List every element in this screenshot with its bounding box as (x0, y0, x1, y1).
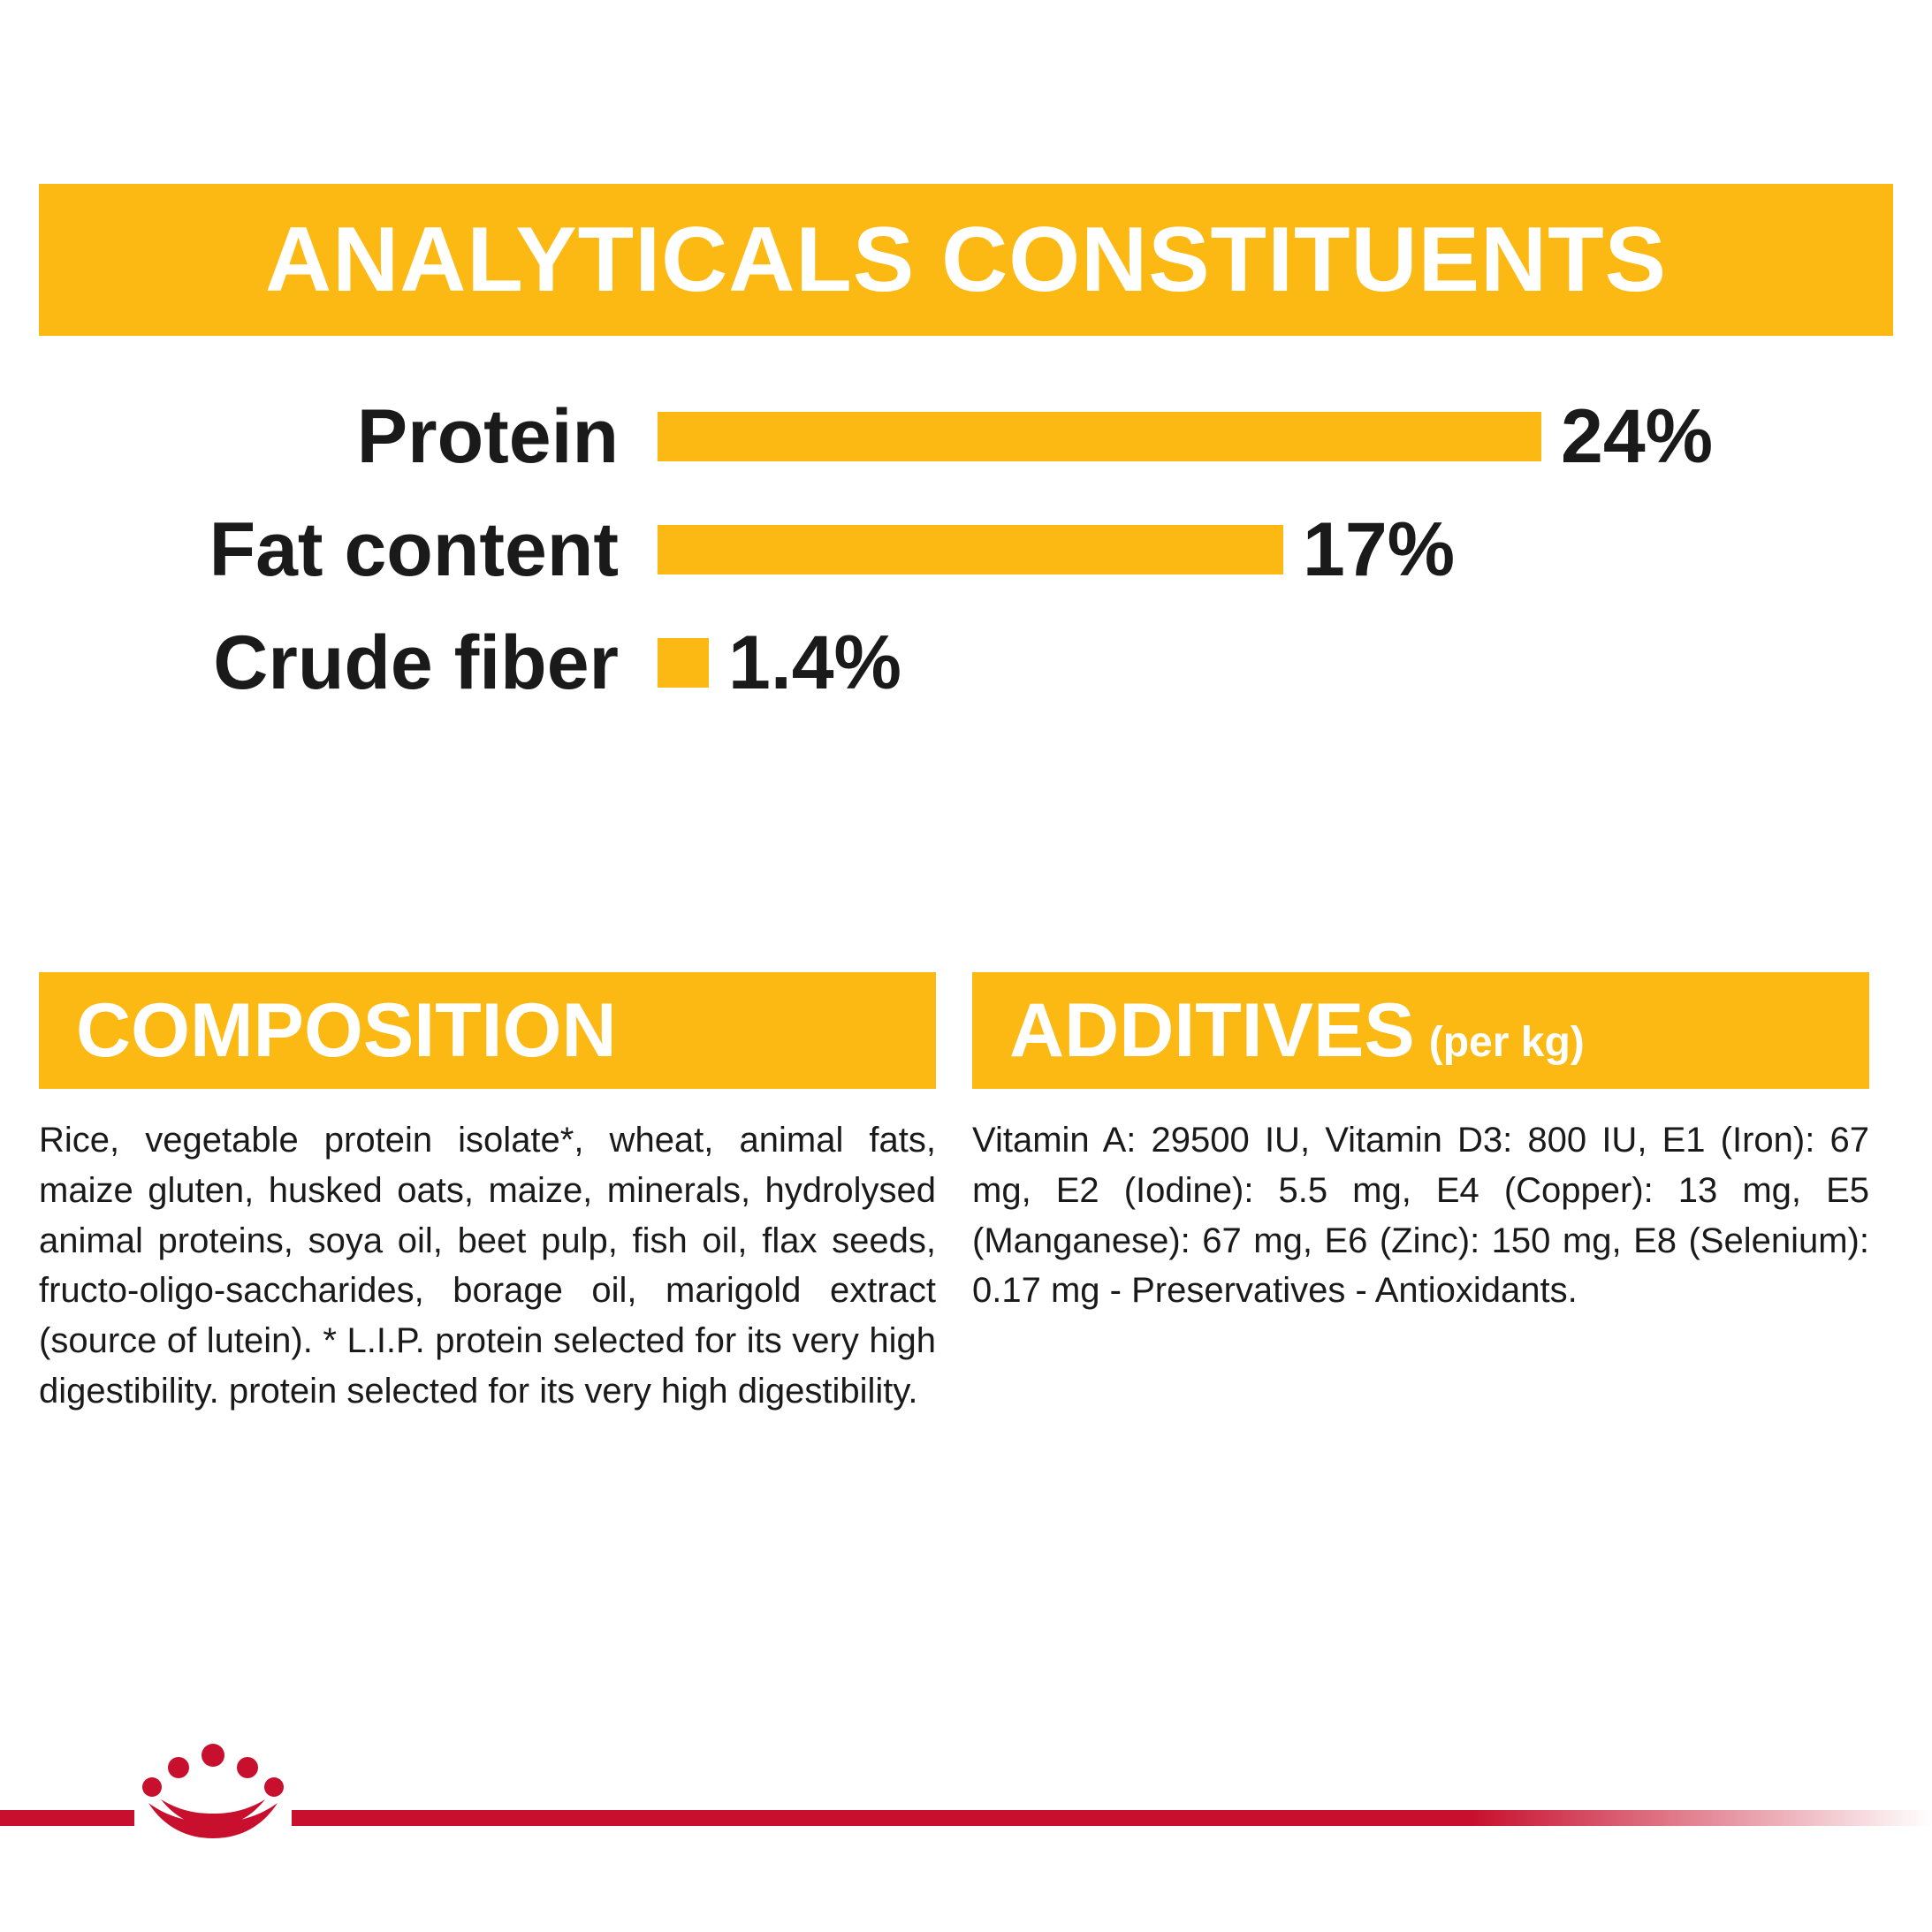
analytical-constituents-title: ANALYTICALS CONSTITUENTS (265, 209, 1667, 311)
additives-title: ADDITIVES (1009, 988, 1415, 1073)
footer-rule-left (0, 1810, 134, 1826)
constituent-bar (658, 412, 1541, 461)
footer-rule-right (292, 1810, 1932, 1826)
additives-section (972, 972, 1869, 1316)
footer (0, 1741, 1932, 1847)
composition-text: Rice, vegetable protein isolate*, wheat, animal fats, maize gluten, husked oats, maize, minerals, hydrolysed animal proteins, soya oil, beet pulp, fish oil, flax seeds, fructo-oligo-saccharides, borage oil, marigold extract (source of lutein). * L.I.P. protein selected for its very high digestibility. protein selected for its very high digestibility. (39, 1121, 936, 1411)
additives-banner (972, 972, 1869, 1089)
constituent-label: Fat content (209, 507, 619, 592)
constituent-row (39, 493, 1893, 606)
composition-section (39, 972, 936, 1417)
royal-canin-crown-icon (134, 1741, 292, 1847)
constituent-value: 24% (1561, 394, 1714, 479)
constituent-bar (658, 525, 1283, 574)
analytical-constituents-chart (39, 380, 1893, 719)
composition-banner (39, 972, 936, 1089)
constituent-row (39, 380, 1893, 493)
constituent-value: 17% (1303, 507, 1456, 592)
additives-per-kg-note: (per kg) (1428, 1019, 1585, 1066)
constituent-row (39, 606, 1893, 719)
constituent-label: Protein (356, 394, 619, 479)
analytical-constituents-banner (39, 184, 1893, 336)
composition-title: COMPOSITION (76, 988, 617, 1073)
constituent-label: Crude fiber (213, 620, 619, 705)
constituent-bar (658, 638, 709, 688)
additives-text: Vitamin A: 29500 IU, Vitamin D3: 800 IU, E1 (Iron): 67 mg, E2 (Iodine): 5.5 mg, E4 (Copper): 13 mg, E5 (Manganese): 67 mg, E6 (Zinc): 150 mg, E8 (Selenium): 0.17 mg - Preservatives - Antioxidants. (972, 1121, 1869, 1311)
constituent-value: 1.4% (728, 620, 902, 705)
